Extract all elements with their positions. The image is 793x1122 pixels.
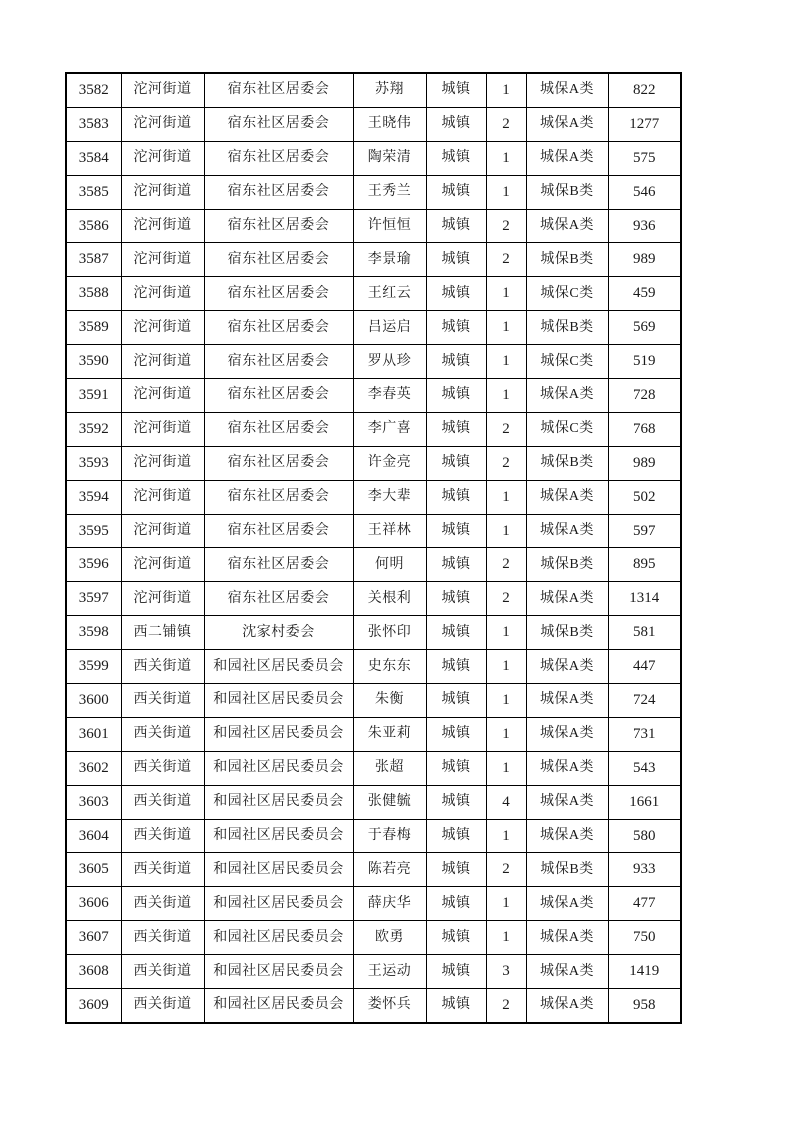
- cell-seq: 3605: [66, 853, 121, 887]
- cell-committee: 宿东社区居委会: [204, 582, 353, 616]
- cell-category: 城保B类: [526, 243, 608, 277]
- cell-residence: 城镇: [426, 243, 486, 277]
- table-row: [66, 277, 681, 311]
- cell-street: 沱河街道: [121, 107, 204, 141]
- table-row: [66, 785, 681, 819]
- cell-person: 张超: [353, 751, 426, 785]
- cell-person: 关根利: [353, 582, 426, 616]
- table-row: [66, 717, 681, 751]
- cell-committee: 宿东社区居委会: [204, 107, 353, 141]
- cell-amount: 502: [608, 480, 681, 514]
- cell-amount: 580: [608, 819, 681, 853]
- cell-amount: 1314: [608, 582, 681, 616]
- cell-category: 城保A类: [526, 955, 608, 989]
- cell-category: 城保B类: [526, 548, 608, 582]
- cell-residence: 城镇: [426, 921, 486, 955]
- cell-category: 城保A类: [526, 514, 608, 548]
- cell-person: 娄怀兵: [353, 989, 426, 1023]
- table-row: [66, 379, 681, 413]
- table-row: [66, 446, 681, 480]
- cell-street: 沱河街道: [121, 175, 204, 209]
- cell-category: 城保B类: [526, 853, 608, 887]
- table-row: [66, 989, 681, 1023]
- table-row: [66, 209, 681, 243]
- cell-amount: 936: [608, 209, 681, 243]
- cell-committee: 和园社区居民委员会: [204, 785, 353, 819]
- cell-category: 城保A类: [526, 107, 608, 141]
- cell-street: 西关街道: [121, 717, 204, 751]
- cell-committee: 宿东社区居委会: [204, 277, 353, 311]
- cell-street: 沱河街道: [121, 412, 204, 446]
- cell-committee: 宿东社区居委会: [204, 480, 353, 514]
- cell-seq: 3597: [66, 582, 121, 616]
- cell-seq: 3598: [66, 616, 121, 650]
- cell-committee: 宿东社区居委会: [204, 311, 353, 345]
- cell-committee: 和园社区居民委员会: [204, 650, 353, 684]
- cell-person: 王祥林: [353, 514, 426, 548]
- cell-seq: 3602: [66, 751, 121, 785]
- cell-person: 史东东: [353, 650, 426, 684]
- cell-seq: 3600: [66, 684, 121, 718]
- cell-street: 沱河街道: [121, 582, 204, 616]
- cell-street: 沱河街道: [121, 446, 204, 480]
- cell-category: 城保C类: [526, 412, 608, 446]
- table-row: [66, 548, 681, 582]
- cell-committee: 和园社区居民委员会: [204, 717, 353, 751]
- cell-person: 薛庆华: [353, 887, 426, 921]
- cell-street: 西关街道: [121, 684, 204, 718]
- table-row: [66, 684, 681, 718]
- cell-count: 2: [486, 582, 526, 616]
- cell-category: 城保A类: [526, 819, 608, 853]
- table-row: [66, 412, 681, 446]
- table-body: [66, 73, 681, 1023]
- cell-seq: 3601: [66, 717, 121, 751]
- cell-seq: 3606: [66, 887, 121, 921]
- cell-street: 西关街道: [121, 921, 204, 955]
- cell-residence: 城镇: [426, 514, 486, 548]
- cell-residence: 城镇: [426, 107, 486, 141]
- cell-seq: 3592: [66, 412, 121, 446]
- cell-residence: 城镇: [426, 582, 486, 616]
- cell-committee: 宿东社区居委会: [204, 412, 353, 446]
- cell-person: 李景瑜: [353, 243, 426, 277]
- cell-person: 张健毓: [353, 785, 426, 819]
- cell-person: 朱亚莉: [353, 717, 426, 751]
- cell-seq: 3596: [66, 548, 121, 582]
- cell-seq: 3582: [66, 73, 121, 107]
- cell-count: 1: [486, 141, 526, 175]
- cell-residence: 城镇: [426, 853, 486, 887]
- cell-seq: 3591: [66, 379, 121, 413]
- cell-count: 1: [486, 379, 526, 413]
- cell-count: 1: [486, 175, 526, 209]
- table-row: [66, 175, 681, 209]
- table-row: [66, 819, 681, 853]
- cell-category: 城保A类: [526, 141, 608, 175]
- table-row: [66, 141, 681, 175]
- cell-person: 张怀印: [353, 616, 426, 650]
- cell-residence: 城镇: [426, 73, 486, 107]
- cell-residence: 城镇: [426, 209, 486, 243]
- cell-street: 沱河街道: [121, 209, 204, 243]
- cell-committee: 宿东社区居委会: [204, 514, 353, 548]
- cell-amount: 1277: [608, 107, 681, 141]
- cell-street: 沱河街道: [121, 480, 204, 514]
- cell-category: 城保B类: [526, 175, 608, 209]
- cell-amount: 477: [608, 887, 681, 921]
- cell-count: 2: [486, 412, 526, 446]
- cell-category: 城保A类: [526, 209, 608, 243]
- cell-residence: 城镇: [426, 616, 486, 650]
- table-row: [66, 514, 681, 548]
- cell-committee: 和园社区居民委员会: [204, 751, 353, 785]
- cell-seq: 3583: [66, 107, 121, 141]
- cell-count: 2: [486, 243, 526, 277]
- cell-category: 城保B类: [526, 616, 608, 650]
- cell-category: 城保C类: [526, 277, 608, 311]
- cell-committee: 宿东社区居委会: [204, 73, 353, 107]
- cell-category: 城保A类: [526, 921, 608, 955]
- cell-count: 1: [486, 717, 526, 751]
- cell-amount: 447: [608, 650, 681, 684]
- cell-count: 1: [486, 480, 526, 514]
- cell-count: 2: [486, 989, 526, 1023]
- cell-count: 2: [486, 446, 526, 480]
- cell-street: 沱河街道: [121, 277, 204, 311]
- cell-amount: 989: [608, 243, 681, 277]
- cell-person: 苏翔: [353, 73, 426, 107]
- cell-category: 城保C类: [526, 345, 608, 379]
- cell-person: 王晓伟: [353, 107, 426, 141]
- cell-count: 1: [486, 921, 526, 955]
- cell-residence: 城镇: [426, 684, 486, 718]
- cell-street: 沱河街道: [121, 243, 204, 277]
- table-row: [66, 853, 681, 887]
- cell-street: 西关街道: [121, 819, 204, 853]
- cell-amount: 581: [608, 616, 681, 650]
- cell-residence: 城镇: [426, 175, 486, 209]
- cell-committee: 宿东社区居委会: [204, 379, 353, 413]
- cell-residence: 城镇: [426, 887, 486, 921]
- cell-residence: 城镇: [426, 345, 486, 379]
- cell-seq: 3595: [66, 514, 121, 548]
- cell-committee: 宿东社区居委会: [204, 209, 353, 243]
- cell-person: 李大辈: [353, 480, 426, 514]
- cell-residence: 城镇: [426, 819, 486, 853]
- cell-category: 城保A类: [526, 785, 608, 819]
- cell-seq: 3608: [66, 955, 121, 989]
- cell-committee: 宿东社区居委会: [204, 345, 353, 379]
- cell-category: 城保A类: [526, 582, 608, 616]
- cell-amount: 933: [608, 853, 681, 887]
- cell-committee: 宿东社区居委会: [204, 548, 353, 582]
- cell-residence: 城镇: [426, 379, 486, 413]
- cell-residence: 城镇: [426, 548, 486, 582]
- cell-seq: 3588: [66, 277, 121, 311]
- table-row: [66, 107, 681, 141]
- cell-category: 城保A类: [526, 887, 608, 921]
- cell-seq: 3603: [66, 785, 121, 819]
- cell-category: 城保A类: [526, 379, 608, 413]
- cell-street: 沱河街道: [121, 548, 204, 582]
- cell-street: 西关街道: [121, 785, 204, 819]
- table-row: [66, 582, 681, 616]
- cell-count: 1: [486, 277, 526, 311]
- cell-seq: 3593: [66, 446, 121, 480]
- table-row: [66, 243, 681, 277]
- cell-count: 1: [486, 751, 526, 785]
- cell-street: 西二铺镇: [121, 616, 204, 650]
- cell-count: 1: [486, 819, 526, 853]
- cell-amount: 958: [608, 989, 681, 1023]
- table-row: [66, 650, 681, 684]
- cell-count: 4: [486, 785, 526, 819]
- cell-amount: 543: [608, 751, 681, 785]
- cell-category: 城保A类: [526, 717, 608, 751]
- cell-count: 2: [486, 107, 526, 141]
- cell-street: 西关街道: [121, 751, 204, 785]
- cell-residence: 城镇: [426, 446, 486, 480]
- cell-street: 沱河街道: [121, 73, 204, 107]
- cell-amount: 724: [608, 684, 681, 718]
- table-row: [66, 616, 681, 650]
- cell-amount: 569: [608, 311, 681, 345]
- cell-seq: 3590: [66, 345, 121, 379]
- cell-count: 1: [486, 616, 526, 650]
- cell-seq: 3609: [66, 989, 121, 1023]
- cell-amount: 989: [608, 446, 681, 480]
- cell-count: 1: [486, 311, 526, 345]
- cell-committee: 和园社区居民委员会: [204, 887, 353, 921]
- cell-street: 沱河街道: [121, 514, 204, 548]
- cell-committee: 宿东社区居委会: [204, 446, 353, 480]
- cell-amount: 750: [608, 921, 681, 955]
- cell-person: 何明: [353, 548, 426, 582]
- table-row: [66, 345, 681, 379]
- cell-seq: 3585: [66, 175, 121, 209]
- cell-residence: 城镇: [426, 650, 486, 684]
- cell-person: 王秀兰: [353, 175, 426, 209]
- cell-seq: 3589: [66, 311, 121, 345]
- table-row: [66, 751, 681, 785]
- cell-count: 2: [486, 853, 526, 887]
- cell-committee: 和园社区居民委员会: [204, 921, 353, 955]
- cell-person: 吕运启: [353, 311, 426, 345]
- cell-seq: 3586: [66, 209, 121, 243]
- cell-seq: 3604: [66, 819, 121, 853]
- cell-count: 1: [486, 73, 526, 107]
- cell-category: 城保B类: [526, 446, 608, 480]
- cell-count: 3: [486, 955, 526, 989]
- table-row: [66, 311, 681, 345]
- cell-committee: 和园社区居民委员会: [204, 955, 353, 989]
- cell-seq: 3584: [66, 141, 121, 175]
- cell-amount: 519: [608, 345, 681, 379]
- cell-seq: 3607: [66, 921, 121, 955]
- cell-amount: 459: [608, 277, 681, 311]
- cell-category: 城保B类: [526, 311, 608, 345]
- cell-street: 西关街道: [121, 989, 204, 1023]
- cell-category: 城保A类: [526, 989, 608, 1023]
- cell-person: 李广喜: [353, 412, 426, 446]
- cell-count: 1: [486, 887, 526, 921]
- cell-committee: 宿东社区居委会: [204, 141, 353, 175]
- cell-amount: 895: [608, 548, 681, 582]
- cell-person: 陶荣清: [353, 141, 426, 175]
- cell-count: 1: [486, 684, 526, 718]
- cell-amount: 1661: [608, 785, 681, 819]
- table-row: [66, 887, 681, 921]
- cell-residence: 城镇: [426, 141, 486, 175]
- cell-residence: 城镇: [426, 785, 486, 819]
- cell-category: 城保A类: [526, 684, 608, 718]
- cell-person: 陈若亮: [353, 853, 426, 887]
- cell-residence: 城镇: [426, 955, 486, 989]
- cell-category: 城保A类: [526, 650, 608, 684]
- cell-street: 沱河街道: [121, 345, 204, 379]
- cell-amount: 768: [608, 412, 681, 446]
- table-row: [66, 955, 681, 989]
- cell-residence: 城镇: [426, 277, 486, 311]
- cell-amount: 1419: [608, 955, 681, 989]
- cell-person: 王运动: [353, 955, 426, 989]
- cell-street: 沱河街道: [121, 141, 204, 175]
- cell-seq: 3594: [66, 480, 121, 514]
- cell-residence: 城镇: [426, 311, 486, 345]
- cell-count: 2: [486, 209, 526, 243]
- cell-committee: 和园社区居民委员会: [204, 853, 353, 887]
- cell-residence: 城镇: [426, 751, 486, 785]
- cell-amount: 575: [608, 141, 681, 175]
- cell-amount: 728: [608, 379, 681, 413]
- cell-count: 1: [486, 650, 526, 684]
- cell-residence: 城镇: [426, 989, 486, 1023]
- cell-category: 城保A类: [526, 480, 608, 514]
- cell-street: 西关街道: [121, 853, 204, 887]
- table-row: [66, 921, 681, 955]
- cell-street: 西关街道: [121, 955, 204, 989]
- cell-count: 1: [486, 345, 526, 379]
- cell-committee: 和园社区居民委员会: [204, 989, 353, 1023]
- cell-street: 西关街道: [121, 650, 204, 684]
- cell-committee: 沈家村委会: [204, 616, 353, 650]
- cell-residence: 城镇: [426, 717, 486, 751]
- cell-count: 2: [486, 548, 526, 582]
- cell-street: 沱河街道: [121, 379, 204, 413]
- cell-person: 朱衡: [353, 684, 426, 718]
- table-row: [66, 480, 681, 514]
- cell-amount: 822: [608, 73, 681, 107]
- cell-category: 城保A类: [526, 73, 608, 107]
- cell-seq: 3599: [66, 650, 121, 684]
- cell-amount: 546: [608, 175, 681, 209]
- cell-street: 沱河街道: [121, 311, 204, 345]
- cell-person: 李春英: [353, 379, 426, 413]
- cell-person: 许金亮: [353, 446, 426, 480]
- cell-residence: 城镇: [426, 412, 486, 446]
- cell-seq: 3587: [66, 243, 121, 277]
- cell-person: 欧勇: [353, 921, 426, 955]
- cell-category: 城保A类: [526, 751, 608, 785]
- cell-amount: 597: [608, 514, 681, 548]
- cell-committee: 宿东社区居委会: [204, 243, 353, 277]
- cell-residence: 城镇: [426, 480, 486, 514]
- cell-person: 罗从珍: [353, 345, 426, 379]
- cell-committee: 和园社区居民委员会: [204, 684, 353, 718]
- cell-committee: 和园社区居民委员会: [204, 819, 353, 853]
- cell-person: 于春梅: [353, 819, 426, 853]
- cell-person: 王红云: [353, 277, 426, 311]
- cell-amount: 731: [608, 717, 681, 751]
- cell-street: 西关街道: [121, 887, 204, 921]
- resident-benefits-table: [65, 72, 682, 1024]
- cell-person: 许恒恒: [353, 209, 426, 243]
- table-row: [66, 73, 681, 107]
- cell-committee: 宿东社区居委会: [204, 175, 353, 209]
- cell-count: 1: [486, 514, 526, 548]
